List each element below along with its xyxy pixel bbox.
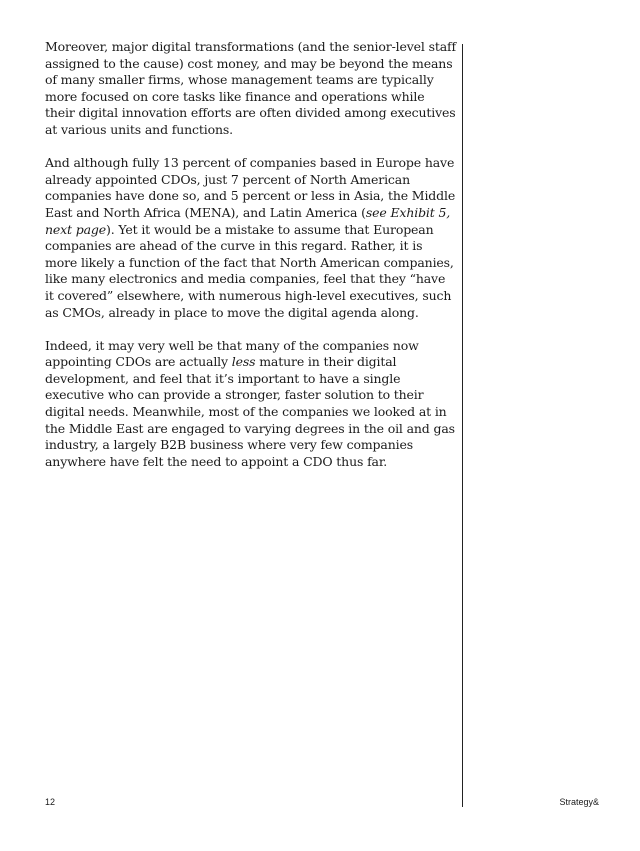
paragraph-3 bbox=[45, 338, 457, 471]
paragraph-1-text: Moreover, major digital transformations (and the senior-level staff assigned to the cause) cost money, and may be beyond the means of many smaller firms, whose management teams are typically more focused on core tasks like finance and operations while their digital innovation efforts are often divided among executives at various units and functions. bbox=[45, 39, 456, 137]
body-text bbox=[45, 39, 457, 487]
column-divider bbox=[462, 44, 463, 807]
paragraph-1 bbox=[45, 39, 457, 139]
exhibit-reference: see Exhibit 5, next page bbox=[45, 204, 451, 237]
paragraph-3-text-a: Indeed, it may very well be that many of the companies now appointing CDOs are actually bbox=[45, 337, 419, 370]
paragraph-2-text-b: ). Yet it would be a mistake to assume that European companies are ahead of the curve in this regard. Rather, it is more likely a function of the fact that North American companies, like many electronics and media companies, feel that they “have it covered” elsewhere, with numerous high-level executives, such as CMOs, already in place to move the digital agenda along. bbox=[45, 221, 454, 320]
brand-name: Strategy& bbox=[559, 797, 599, 807]
page-number: 12 bbox=[45, 797, 56, 807]
paragraph-2-text-a: And although fully 13 percent of companies based in Europe have already appointed CDOs, just 7 percent of North American companies have done so, and 5 percent or less in Asia, the Middle East and North Africa (MENA), and Latin America ( bbox=[45, 155, 456, 220]
paragraph-2 bbox=[45, 155, 457, 321]
emphasis-less: less bbox=[231, 354, 256, 370]
paragraph-3-text-b: mature in their digital development, and feel that it’s important to have a single executive who can provide a stronger, faster solution to their digital needs. Meanwhile, most of the companies we looked at in the Middle East are engaged to varying degrees in the oil and gas industry, a largely B2B business where very few companies anywhere have felt the need to appoint a CDO thus far. bbox=[45, 354, 455, 469]
